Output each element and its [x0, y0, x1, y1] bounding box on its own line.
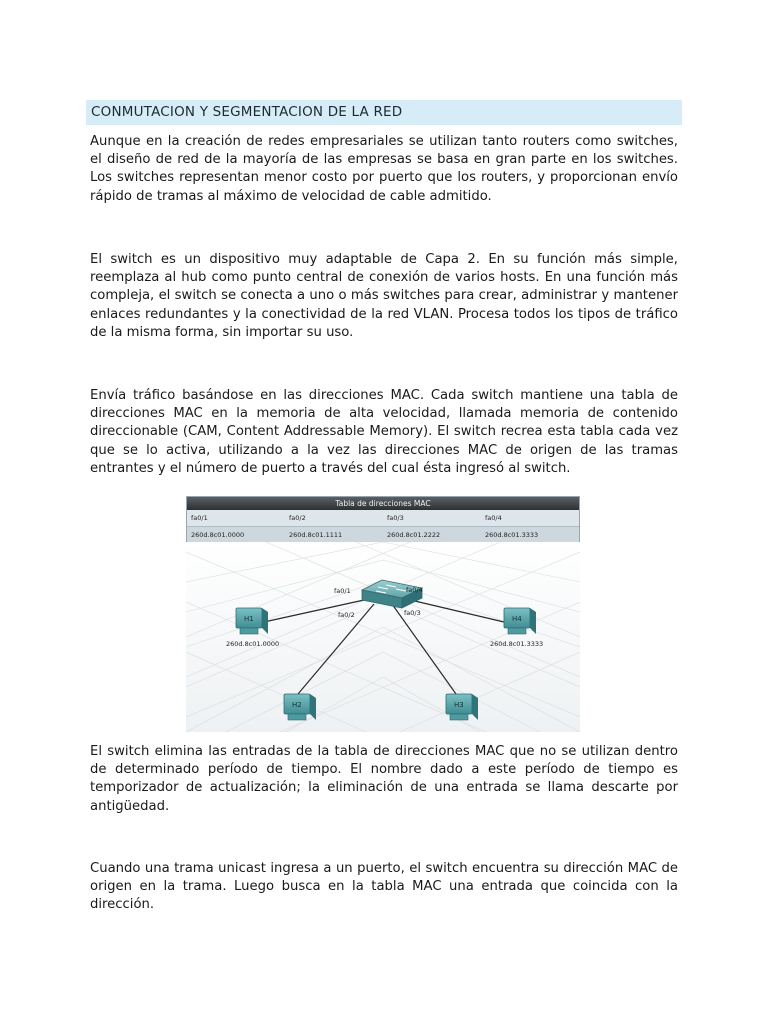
mac-cell: 260d.8c01.2222 [387, 531, 441, 539]
host-h3-label: H3 [454, 701, 464, 709]
paragraph-3: Envía tráfico basándose en las direcciones MAC. Cada switch mantiene una tabla de direcciones MAC en la memoria de alta velocidad, llamada memoria de contenido direccionable (CAM, Content Addressable Memory). El switch recrea esta tabla cada vez que se lo activa, utilizando a la vez las direcciones MAC de origen de las tramas entrantes y el número de puerto a través del cual ésta ingresó al switch. [90, 388, 678, 476]
mac-address-table [186, 496, 580, 544]
link-label-fa0-4: fa0/4 [406, 586, 423, 594]
mac-table-figure [186, 496, 580, 732]
paragraph-5: Cuando una trama unicast ingresa a un puerto, el switch encuentra su dirección MAC de origen en la trama. Luego busca en la tabla MAC una entrada que coincida con la dirección. [90, 861, 678, 913]
mac-cell: 260d.8c01.3333 [485, 531, 539, 539]
section-heading-bar [86, 100, 682, 125]
floor-grid [186, 542, 580, 732]
mac-table-title: Tabla de direcciones MAC [187, 497, 579, 510]
port-cell: fa0/2 [289, 514, 306, 522]
link-label-fa0-1: fa0/1 [334, 587, 351, 595]
section-heading: CONMUTACION Y SEGMENTACION DE LA RED [91, 104, 403, 120]
host-h4-mac: 260d.8c01.3333 [490, 640, 544, 648]
paragraph-2: El switch es un dispositivo muy adaptable de Capa 2. En su función más simple, reemplaza al hub como punto central de conexión de varios hosts. En una función más compleja, el switch se conecta a uno o más switches para crear, administrar y mantener enlaces redundantes y la conectividad de la red VLAN. Procesa todos los tipos de tráfico de la misma forma, sin importar su uso. [90, 252, 678, 340]
port-cell: fa0/3 [387, 514, 404, 522]
paragraph-4: El switch elimina las entradas de la tabla de direcciones MAC que no se utilizan dentro de determinado período de tiempo. El nombre dado a este período de tiempo es temporizador de actualización; la eliminación de una entrada se llama descarte por antigüedad. [90, 744, 678, 814]
host-h1-mac: 260d.8c01.0000 [226, 640, 280, 648]
paragraph-1: Aunque en la creación de redes empresariales se utilizan tanto routers como switches, el diseño de red de la mayoría de las empresas se basa en gran parte en los switches. Los switches representan menor costo por puerto que los routers, y proporcionan envío rápido de tramas al máximo de velocidad de cable admitido. [90, 134, 678, 204]
mac-cell: 260d.8c01.1111 [289, 531, 343, 539]
link-label-fa0-2: fa0/2 [338, 611, 355, 619]
mac-table-port-row [187, 510, 579, 527]
link-label-fa0-3: fa0/3 [404, 609, 421, 617]
host-h1-label: H1 [244, 615, 254, 623]
host-h2-label: H2 [292, 701, 302, 709]
network-diagram [186, 542, 580, 732]
port-cell: fa0/1 [191, 514, 208, 522]
mac-cell: 260d.8c01.0000 [191, 531, 245, 539]
port-cell: fa0/4 [485, 514, 502, 522]
host-h4-label: H4 [512, 615, 522, 623]
mac-table-address-row [187, 527, 579, 543]
